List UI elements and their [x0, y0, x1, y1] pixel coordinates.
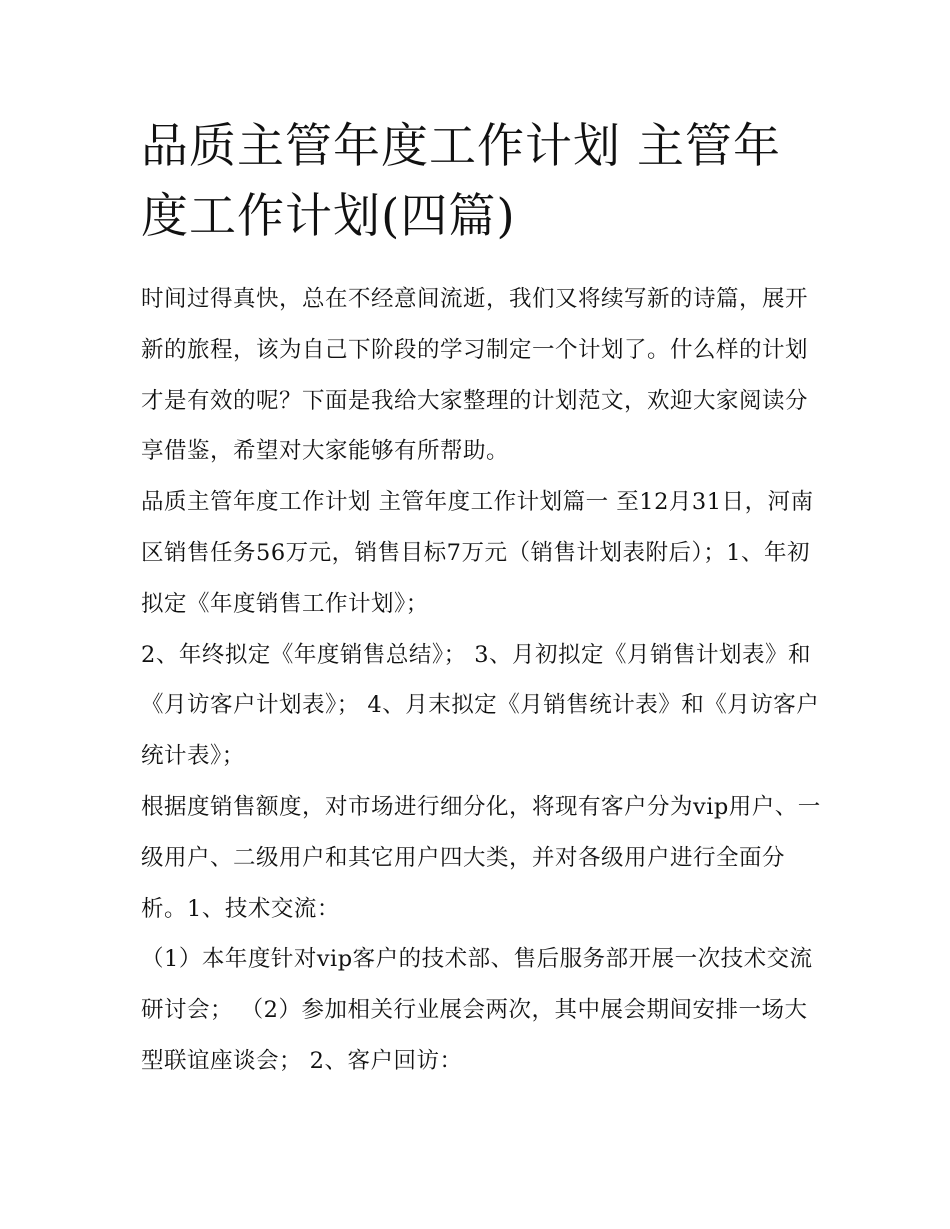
paragraph-intro: 时间过得真快，总在不经意间流逝，我们又将续写新的诗篇，展开新的旅程，该为自己下阶段的学习制定一个计划了。什么样的计划才是有效的呢？下面是我给大家整理的计划范文，欢迎大家阅读分享借鉴，希望对大家能够有所帮助。: [141, 286, 809, 465]
document-body: [141, 112, 821, 1087]
document-title: 品质主管年度工作计划 主管年度工作计划(四篇): [141, 119, 781, 244]
paragraph-customer-segmentation: 根据度销售额度，对市场进行细分化，将现有客户分为vip用户、一级用户、二级用户和其它用户四大类，并对各级用户进行全面分析。1、技术交流：: [141, 793, 821, 922]
paragraph-technical-exchange: （1）本年度针对vip客户的技术部、售后服务部开展一次技术交流研讨会； （2）参加相关行业展会两次，其中展会期间安排一场大型联谊座谈会； 2、客户回访：: [141, 946, 813, 1074]
paragraph-sales-target: 品质主管年度工作计划 主管年度工作计划篇一 至12月31日，河南区销售任务56万元，销售目标7万元（销售计划表附后）；1、年初拟定《年度销售工作计划》；: [141, 489, 814, 617]
paragraph-plan-documents: 2、年终拟定《年度销售总结》； 3、月初拟定《月销售计划表》和《月访客户计划表》； 4、月末拟定《月销售统计表》和《月访客户统计表》；: [141, 641, 820, 770]
